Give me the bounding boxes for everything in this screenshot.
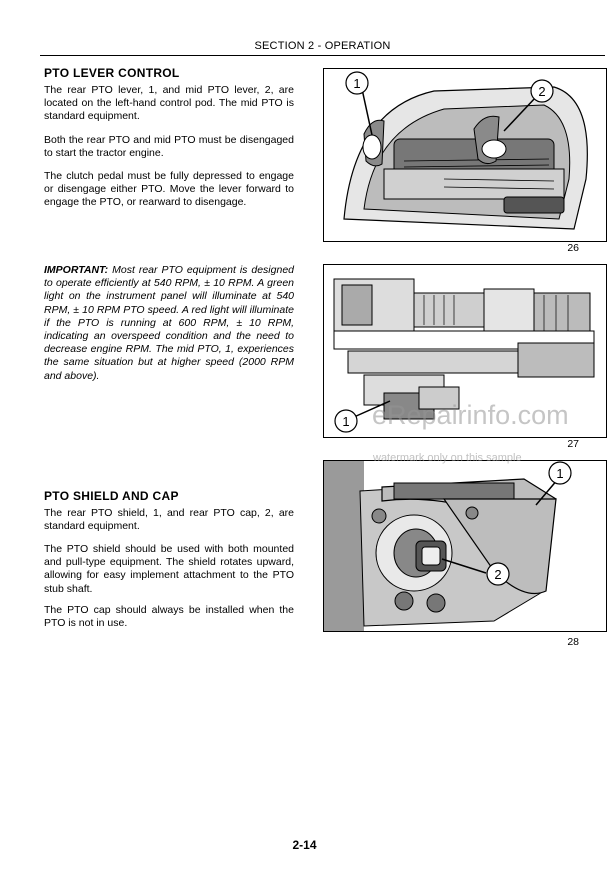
- figure-28-callout-2: 2: [494, 567, 502, 582]
- figure-28-callout-1: 1: [556, 466, 564, 481]
- watermark-sub: watermark only on this sample: [373, 452, 522, 464]
- pto-lever-illustration: [324, 69, 606, 241]
- figure-27-number: 27: [567, 438, 579, 450]
- shield-paragraph-2: The PTO shield should be used with both mounted and pull-type equipment. The shield rotates upward, allowing for easy implement attachment to the PTO stub shaft.: [44, 543, 294, 595]
- figure-28-pto-shield: [323, 460, 607, 632]
- figure-27-callout-1: 1: [342, 414, 350, 429]
- important-label: IMPORTANT:: [44, 264, 109, 276]
- lever-control-paragraph-1: The rear PTO lever, 1, and mid PTO lever, 2, are located on the left-hand control pod. The mid PTO is standard equipment.: [44, 84, 294, 123]
- figure-28-number: 28: [567, 636, 579, 648]
- lever-control-paragraph-3: The clutch pedal must be fully depressed to engage or disengage either PTO. Move the lever forward to engage the PTO, or rearward to disengage.: [44, 170, 294, 209]
- header-rule: [40, 55, 605, 56]
- important-text: Most rear PTO equipment is designed to operate efficiently at 540 RPM, ± 10 RPM. A green light on the instrument panel will illuminate at 540 RPM, ± 10 RPM PTO speed. A red light will illuminate if the PTO is running at 600 RPM, ± 10 RPM, indicating an overspeed condition and the need to decrease engine RPM. The mid PTO, 1, experiences the same situation but at higher speed (2000 RPM and above).: [44, 264, 294, 382]
- pto-shield-illustration: [324, 461, 606, 631]
- lever-control-heading: PTO LEVER CONTROL: [44, 66, 180, 80]
- lever-control-paragraph-2: Both the rear PTO and mid PTO must be disengaged to start the tractor engine.: [44, 134, 294, 160]
- watermark-main: eRepairinfo.com: [372, 400, 569, 430]
- figure-26-callout-2: 2: [538, 84, 546, 99]
- figure-26-pto-levers: [323, 68, 607, 242]
- section-header: SECTION 2 - OPERATION: [254, 40, 391, 52]
- important-note: [44, 264, 294, 383]
- figure-26-number: 26: [567, 242, 579, 254]
- figure-26-callout-1: 1: [353, 76, 361, 91]
- page-number: 2-14: [292, 838, 317, 852]
- shield-paragraph-1: The rear PTO shield, 1, and rear PTO cap, 2, are standard equipment.: [44, 507, 294, 533]
- shield-heading: PTO SHIELD AND CAP: [44, 489, 179, 503]
- shield-paragraph-3: The PTO cap should always be installed when the PTO is not in use.: [44, 604, 294, 630]
